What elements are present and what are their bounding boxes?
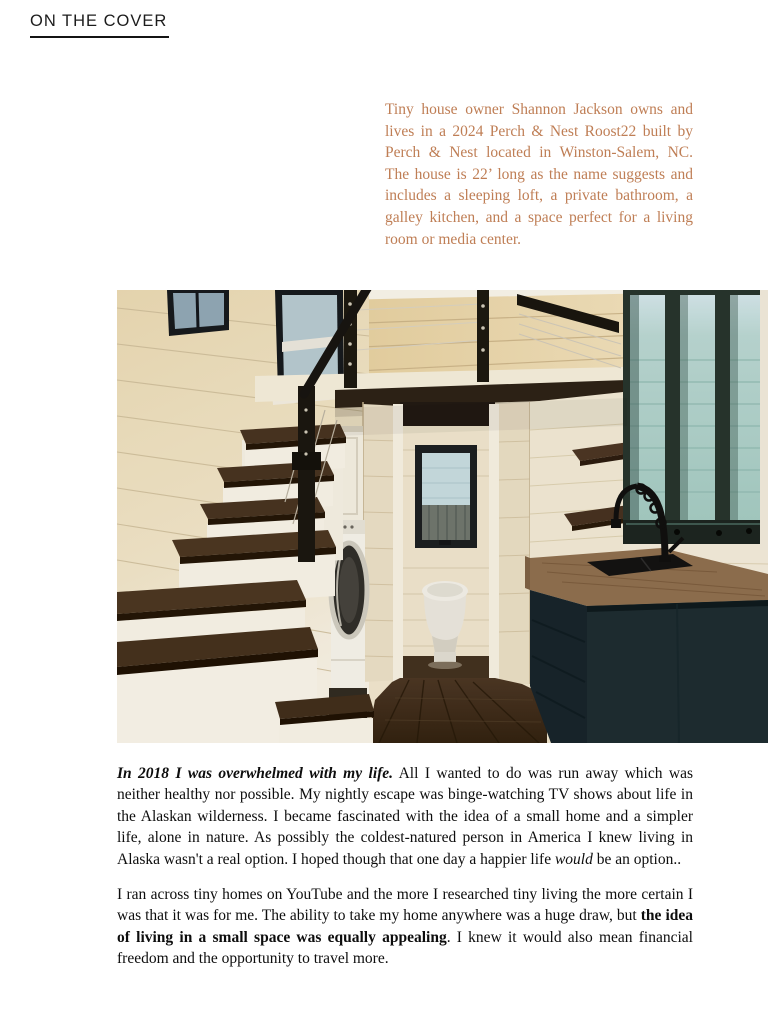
paragraph-2: I ran across tiny homes on YouTube and the more I researched tiny living the more certain I was that it was for me. The ability to take my home anywhere was a huge draw, but the idea of living in a small space was equally appealing. I knew it would also mean financial freedom and the opportunity to travel more. <box>117 886 693 968</box>
section-kicker: ON THE COVER <box>30 12 169 38</box>
cover-caption: Tiny house owner Shannon Jackson owns and lives in a 2024 Perch & Nest Roost22 built by Perch & Nest located in Winston-Salem, NC. The house is 22’ long as the name suggests and includes a sleeping loft, a private bathroom, a galley kitchen, and a space perfect for a living room or media center. <box>385 101 693 248</box>
article-text <box>117 763 693 984</box>
bold-phrase: the idea of living in a small space was equally appealing <box>117 907 693 946</box>
tiny-house-interior-illustration <box>117 290 768 743</box>
paragraph-1: In 2018 I was overwhelmed with my life. All I wanted to do was run away which was neither healthy nor possible. My nightly escape was binge-watching TV shows about life in the Alaskan wilderness. I became fascinated with the idea of a small home and a simpler life, alone in nature. As possibly the coldest-natured person in America I knew living in Alaska wasn't a real option. I hoped though that one day a happier life would be an option.. <box>117 765 693 868</box>
lead-sentence: In 2018 I was overwhelmed with my life. <box>117 765 394 782</box>
cover-photo <box>117 290 768 743</box>
